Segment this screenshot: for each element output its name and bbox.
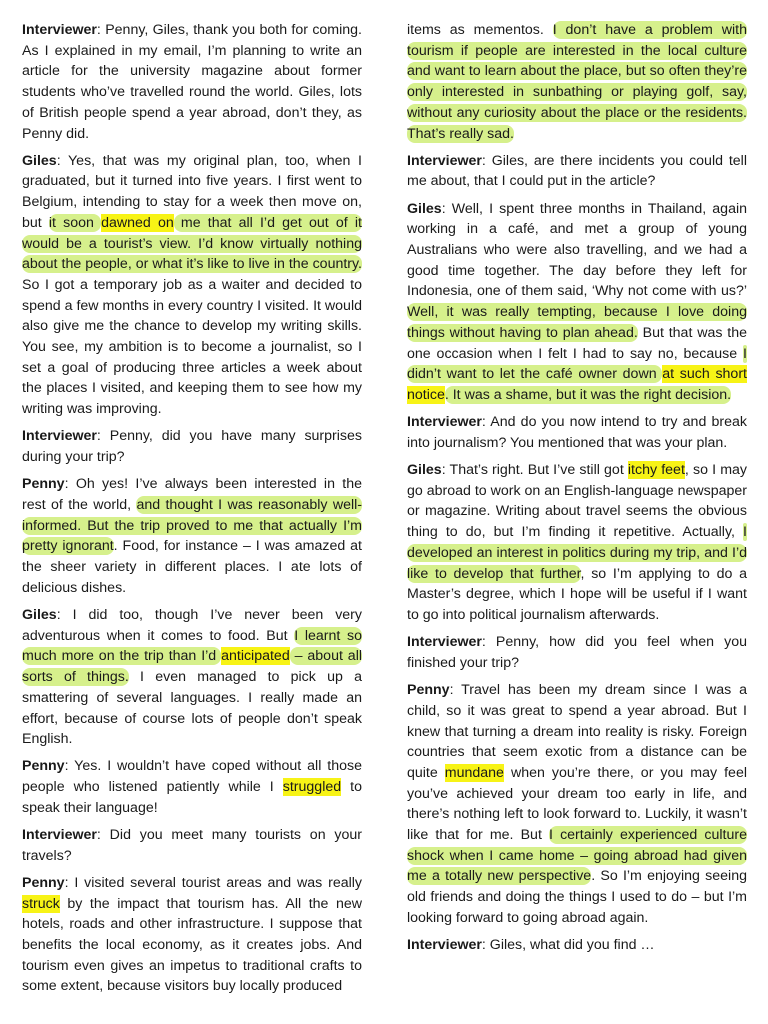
body-text: : I did too, though I’ve never been very adventurous when it comes to food. But: [22, 606, 362, 644]
speaker-name: Giles: [22, 606, 57, 623]
body-text: : Penny, Giles, thank you both for coming. As I explained in my email, I’m planning to write an article for the university magazine about former students who’ve travelled round the world. Giles, lots of British people spend a year abroad, don’t they, as Penny did.: [22, 22, 362, 142]
green-highlight: – about all sorts of things.: [22, 648, 362, 686]
yellow-highlight: itchy feet: [627, 462, 685, 479]
body-text: : Travel has been my dream since I was a child, so it was great to spend a year abroad. But I knew that turning a dream into reality is risky. Foreign countries that seem exotic from a distance can be quite: [407, 682, 747, 781]
green-highlight: I didn’t want to let the café owner down: [407, 345, 747, 383]
yellow-highlight: at such short notice: [407, 366, 747, 403]
body-text: : Did you meet many tourists on your travels?: [22, 827, 362, 864]
transcript-paragraph: [22, 426, 362, 467]
green-highlight: and thought I was reasonably well-informed. But the trip proved to me that actually I’m pretty ignorant: [22, 496, 362, 555]
body-text: : Yes. I wouldn’t have coped without all those people who listened patiently while I: [22, 758, 362, 796]
right-column: [407, 20, 747, 962]
transcript-paragraph: [22, 20, 362, 144]
green-highlight: I developed an interest in politics during my trip, and I’d like to develop that further: [407, 524, 747, 582]
body-text: But that was the one occasion when I felt I had to say no, because: [407, 324, 747, 362]
green-highlight: I don’t have a problem with tourism if people are interested in the local culture and want to learn about the place, but so often they’re only interested in sunbathing or playing golf, say, without any curiosity about the place or the residents. That’s really sad.: [407, 22, 747, 142]
body-text: . So I’m enjoying seeing old friends and doing the things I used to do – but I’m looking forward to going abroad again.: [407, 868, 747, 926]
green-highlight: . It was a shame, but it was the right decision.: [444, 386, 732, 403]
body-text: : Yes, that was my original plan, too, when I graduated, but it turned into five years. I first went to Belgium, intending to stay for a week then move on, but: [22, 152, 362, 231]
yellow-highlight: struck: [22, 895, 60, 912]
green-highlight: I certainly experienced culture shock when I came home – going abroad had given me a totally new perspective: [407, 827, 747, 885]
transcript-paragraph: [22, 151, 362, 420]
body-text: : Giles, are there incidents you could tell me about, that I could put in the article?: [407, 152, 747, 190]
body-text: by the impact that tourism has. All the new hotels, roads and other infrastructure. I suppose that benefits the local economy, as it creates jobs. And tourism even gives an impetus to traditional crafts to some extent, because visitors buy locally produced: [22, 895, 362, 995]
speaker-name: Penny: [22, 874, 65, 891]
speaker-name: Interviewer: [407, 152, 482, 169]
transcript-paragraph: [407, 460, 747, 626]
speaker-name: Penny: [22, 476, 65, 493]
body-text: , so I’m applying to do a Master’s degree, which I hope will be useful if I want to go into political journalism afterwards.: [407, 565, 747, 623]
speaker-name: Giles: [407, 200, 442, 217]
body-text: I even managed to pick up a smattering of several languages. I really made an effort, because of course lots of people don’t speak English.: [22, 669, 362, 748]
body-text: So I got a temporary job as a waiter and decided to spend a few months in every country I visited. It would also give me the chance to develop my writing skills. You see, my ambition is to become a journalist, so I set a goal of producing three articles a week about the places I visited, and keeping them to see how my writing was improving.: [22, 276, 362, 418]
body-text: items as mementos.: [407, 22, 553, 38]
speaker-name: Giles: [407, 462, 442, 479]
body-text: : Penny, how did you feel when you finished your trip?: [407, 634, 747, 671]
speaker-name: Interviewer: [22, 428, 97, 445]
transcript-paragraph: [407, 632, 747, 673]
speaker-name: Penny: [407, 682, 450, 699]
transcript-paragraph: [407, 151, 747, 192]
left-column: [22, 20, 362, 1004]
transcript-paragraph: [22, 605, 362, 750]
transcript-paragraph: [22, 474, 362, 598]
transcript-paragraph: [22, 873, 362, 997]
yellow-highlight: mundane: [444, 764, 504, 781]
transcript-paragraph: [407, 935, 747, 956]
speaker-name: Interviewer: [407, 937, 482, 954]
speaker-name: Giles: [22, 152, 57, 169]
body-text: : I visited several tourist areas and was really: [64, 874, 362, 891]
transcript-paragraph: [407, 20, 747, 144]
speaker-name: Interviewer: [22, 827, 97, 844]
transcript-paragraph: [22, 825, 362, 866]
transcript-paragraph: [407, 199, 747, 406]
body-text: : Oh yes! I’ve always been interested in the rest of the world,: [22, 476, 362, 513]
body-text: : And do you now intend to try and break into journalism? You mentioned that was your plan.: [407, 414, 747, 451]
body-text: , so I may go abroad to work on an English-language newspaper or magazine. Writing about travel seems the obvious thing to do, but I’m finding it repetitive. Actually,: [407, 462, 747, 541]
body-text: : Penny, did you have many surprises during your trip?: [22, 428, 362, 466]
speaker-name: Interviewer: [22, 22, 97, 38]
green-highlight: I learnt so much more on the trip than I’d: [22, 627, 362, 665]
green-highlight: Well, it was really tempting, because I love doing things without having to plan ahead.: [407, 304, 747, 341]
yellow-highlight: struggled: [282, 779, 342, 796]
transcript-paragraph: [22, 756, 362, 818]
speaker-name: Penny: [22, 758, 65, 775]
body-text: . Food, for instance – I was amazed at the sheer variety in different places. I ate lots of delicious dishes.: [22, 538, 362, 596]
transcript-paragraph: [407, 412, 747, 453]
transcript-paragraph: [407, 680, 747, 928]
body-text: to speak their language!: [22, 779, 362, 816]
green-highlight: it soon: [48, 214, 102, 231]
body-text: : That’s right. But I’ve still got: [441, 462, 628, 479]
body-text: : Giles, what did you find …: [481, 937, 655, 954]
speaker-name: Interviewer: [407, 414, 482, 431]
body-text: when you’re there, or you may feel you’ve achieved your dream too early in life, and there’s nothing left to look forward to. Luckily, it wasn’t like that for me. But: [407, 764, 747, 844]
body-text: : Well, I spent three months in Thailand, again working in a café, and met a group of young Australians who were also travelling, and we had a good time together. The day before they left for Indonesia, one of them said, ‘Why not come with us?’: [407, 200, 747, 300]
yellow-highlight: anticipated: [221, 648, 290, 665]
green-highlight: me that all I’d get out of it would be a tourist’s view. I’d know virtually nothing about the people, or what it’s like to live in the country.: [22, 214, 362, 273]
yellow-highlight: dawned on: [101, 214, 174, 231]
speaker-name: Interviewer: [407, 634, 482, 651]
